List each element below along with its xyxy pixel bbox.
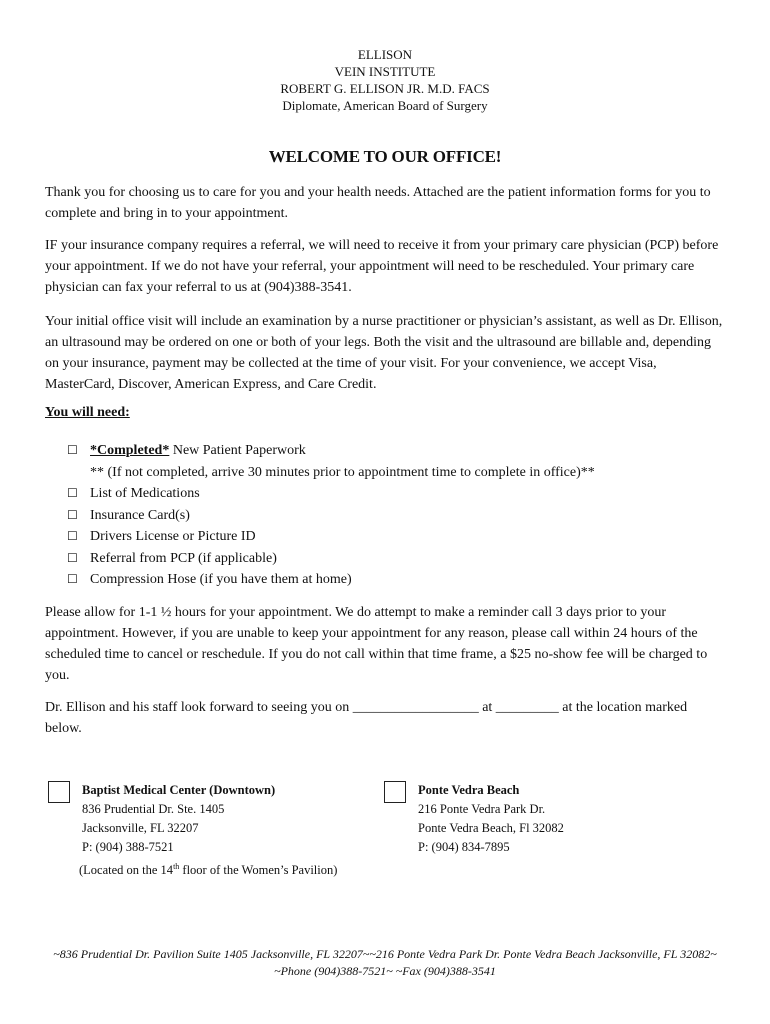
location-name: Baptist Medical Center (Downtown) [82, 783, 276, 797]
checklist-item-insurance [67, 505, 727, 527]
checkbox-icon: ☐ [67, 529, 78, 543]
paperwork-note: ** (If not completed, arrive 30 minutes prior to appointment time to complete in office)** [90, 464, 595, 480]
location-note-pre: (Located on the 14 [79, 863, 174, 878]
checklist-item-medications [67, 483, 727, 505]
location-note-sup: th [173, 862, 180, 871]
checklist-item-license [67, 526, 727, 548]
page-footer [0, 946, 770, 980]
checklist-item-compression [67, 569, 727, 591]
letterhead-line-2: VEIN INSTITUTE [334, 64, 436, 79]
referral-paragraph: IF your insurance company requires a referral, we will need to receive it from your primary care physician (PCP) before your appointment. If we do not have your referral, your appointment will need to be rescheduled. Your primary care physician can fax your referral to us at (904)388-3541. [45, 238, 719, 295]
appointment-duration-paragraph: Please allow for 1-1 ½ hours for your appointment. We do attempt to make a reminder call 3 days prior to your appointment. However, if you are unable to keep your appointment for any reason, please call within 24 hours of the scheduled time to cancel or reschedule. If you do not call within that time frame, a $25 no-show fee will be charged to you. [45, 605, 708, 683]
location-phone: P: (904) 388-7521 [82, 840, 174, 854]
checklist-item-label: Insurance Card(s) [90, 507, 190, 523]
page-title: WELCOME TO OUR OFFICE! [268, 147, 502, 166]
checkbox-icon: ☐ [67, 550, 78, 565]
checklist-item-label: Referral from PCP (if applicable) [90, 550, 277, 566]
location-checkbox-baptist[interactable] [48, 781, 70, 803]
checkbox-icon: ☐ [67, 443, 78, 457]
closing-paragraph: Dr. Ellison and his staff look forward to seeing you on __________________ at _________ at the location marked below. [45, 700, 688, 736]
location-address-line-2: Ponte Vedra Beach, Fl 32082 [418, 821, 564, 835]
location-address-line-1: 216 Ponte Vedra Park Dr. [418, 802, 546, 816]
checklist-item-label: New Patient Paperwork [169, 443, 306, 458]
completed-label: *Completed* [90, 443, 170, 458]
location-phone: P: (904) 834-7895 [418, 840, 510, 854]
checkbox-icon: ☐ [67, 507, 78, 522]
location-name: Ponte Vedra Beach [418, 783, 520, 797]
checkbox-icon: ☐ [67, 572, 78, 586]
checklist-item-label: Drivers License or Picture ID [90, 529, 256, 544]
location-note [79, 857, 382, 880]
location-address-line-1: 836 Prudential Dr. Ste. 1405 [82, 802, 225, 816]
needs-checklist [67, 440, 727, 591]
letterhead-line-3: ROBERT G. ELLISON JR. M.D. FACS [280, 81, 490, 96]
checklist-item-paperwork [67, 440, 727, 462]
needs-heading: You will need: [45, 405, 130, 420]
checklist-item-referral [67, 548, 727, 570]
footer-contact-line: ~Phone (904)388-7521~ ~Fax (904)388-3541 [274, 964, 496, 978]
location-note-post: floor of the Women’s Pavilion) [179, 863, 338, 878]
visit-paragraph: Your initial office visit will include an examination by a nurse practitioner or physician’s assistant, as well as Dr. Ellison, an ultrasound may be ordered on one or both of your legs. Both the visit and the ultrasound are billable and, depending on your insurance, payment may be collected at the time of your visit. For your convenience, we accept Visa, MasterCard, Discover, American Express, and Care Credit. [45, 314, 723, 392]
footer-address-line: ~836 Prudential Dr. Pavilion Suite 1405 Jacksonville, FL 32207~~216 Ponte Vedra Park Dr. Ponte Vedra Beach Jacksonville, FL 32082~ [53, 947, 717, 961]
intro-paragraph: Thank you for choosing us to care for you and your health needs. Attached are the patient information forms for you to complete and bring in to your appointment. [45, 185, 711, 221]
letterhead [0, 46, 770, 114]
checklist-item-label: Compression Hose (if you have them at home) [90, 572, 352, 587]
checklist-note [67, 462, 727, 484]
checkbox-icon: ☐ [67, 486, 78, 500]
letterhead-line-1: ELLISON [357, 47, 413, 62]
location-checkbox-ponte-vedra[interactable] [384, 781, 406, 803]
checklist-item-label: List of Medications [90, 486, 200, 501]
location-address-line-2: Jacksonville, FL 32207 [82, 821, 199, 835]
letterhead-line-4: Diplomate, American Board of Surgery [282, 98, 488, 113]
